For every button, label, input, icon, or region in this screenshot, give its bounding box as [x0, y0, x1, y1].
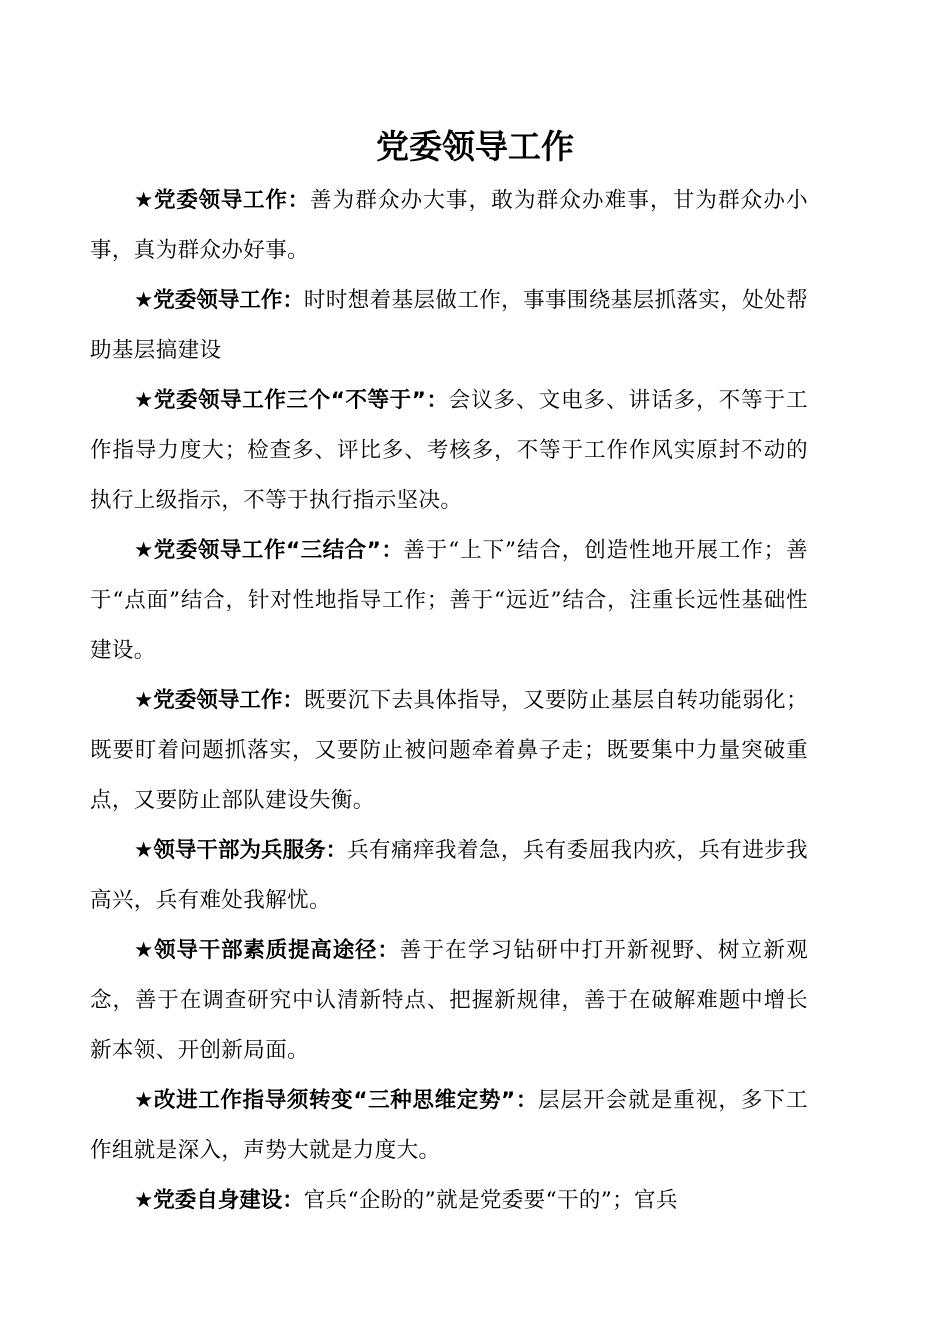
- paragraph-text: 会议多、文电多、讲话多，不等于工作指导力度大；检查多、评比多、考核多，不等于工作作风实原封不动的执行上级指示，不等于执行指示坚决。: [90, 388, 808, 513]
- paragraph-text: 层层开会就是重视，多下工作组就是深入，声势大就是力度大。: [90, 1088, 808, 1163]
- paragraph-heading: ★党委领导工作“三结合”：: [134, 538, 404, 563]
- paragraph-heading: ★党委领导工作三个“不等于”：: [134, 388, 449, 413]
- paragraph-text: 善为群众办大事，敢为群众办难事，甘为群众办小事，真为群众办好事。: [90, 188, 808, 263]
- paragraph-heading: ★党委领导工作：: [134, 188, 310, 213]
- paragraph: [90, 926, 808, 1076]
- document-title: 党委领导工作: [376, 127, 574, 166]
- paragraph: [90, 526, 808, 676]
- paragraph-text: 善于“上下”结合，创造性地开展工作；善于“点面”结合，针对性地指导工作；善于“远近”结合，注重长远性基础性建设。: [90, 538, 808, 663]
- paragraph: [90, 276, 808, 376]
- paragraph-text: 官兵“企盼的”就是党委要“干的”；官兵: [303, 1188, 678, 1213]
- paragraph-heading: ★党委领导工作：: [134, 288, 304, 313]
- paragraph: [90, 176, 808, 276]
- paragraph: [90, 1076, 808, 1176]
- document-body: [90, 176, 808, 1226]
- paragraph-heading: ★领导干部为兵服务：: [134, 838, 348, 863]
- paragraph-text: 善于在学习钻研中打开新视野、树立新观念，善于在调查研究中认清新特点、把握新规律，善于在破解难题中增长新本领、开创新局面。: [90, 938, 808, 1063]
- paragraph-heading: ★领导干部素质提高途径：: [134, 938, 400, 963]
- paragraph: [90, 376, 808, 526]
- paragraph-text: 兵有痛痒我着急，兵有委屈我内疚，兵有进步我高兴，兵有难处我解忧。: [90, 838, 808, 913]
- paragraph: [90, 826, 808, 926]
- paragraph: [90, 1176, 808, 1226]
- paragraph-heading: ★改进工作指导须转变“三种思维定势”：: [134, 1088, 538, 1113]
- paragraph: [90, 676, 808, 826]
- paragraph-text: 时时想着基层做工作，事事围绕基层抓落实，处处帮助基层搞建设: [90, 288, 809, 363]
- paragraph-heading: ★党委领导工作：: [134, 688, 304, 713]
- paragraph-heading: ★党委自身建设：: [134, 1188, 304, 1213]
- paragraph-text: 既要沉下去具体指导，又要防止基层自转功能弱化；既要盯着问题抓落实，又要防止被问题牵着鼻子走；既要集中力量突破重点，又要防止部队建设失衡。: [90, 688, 809, 813]
